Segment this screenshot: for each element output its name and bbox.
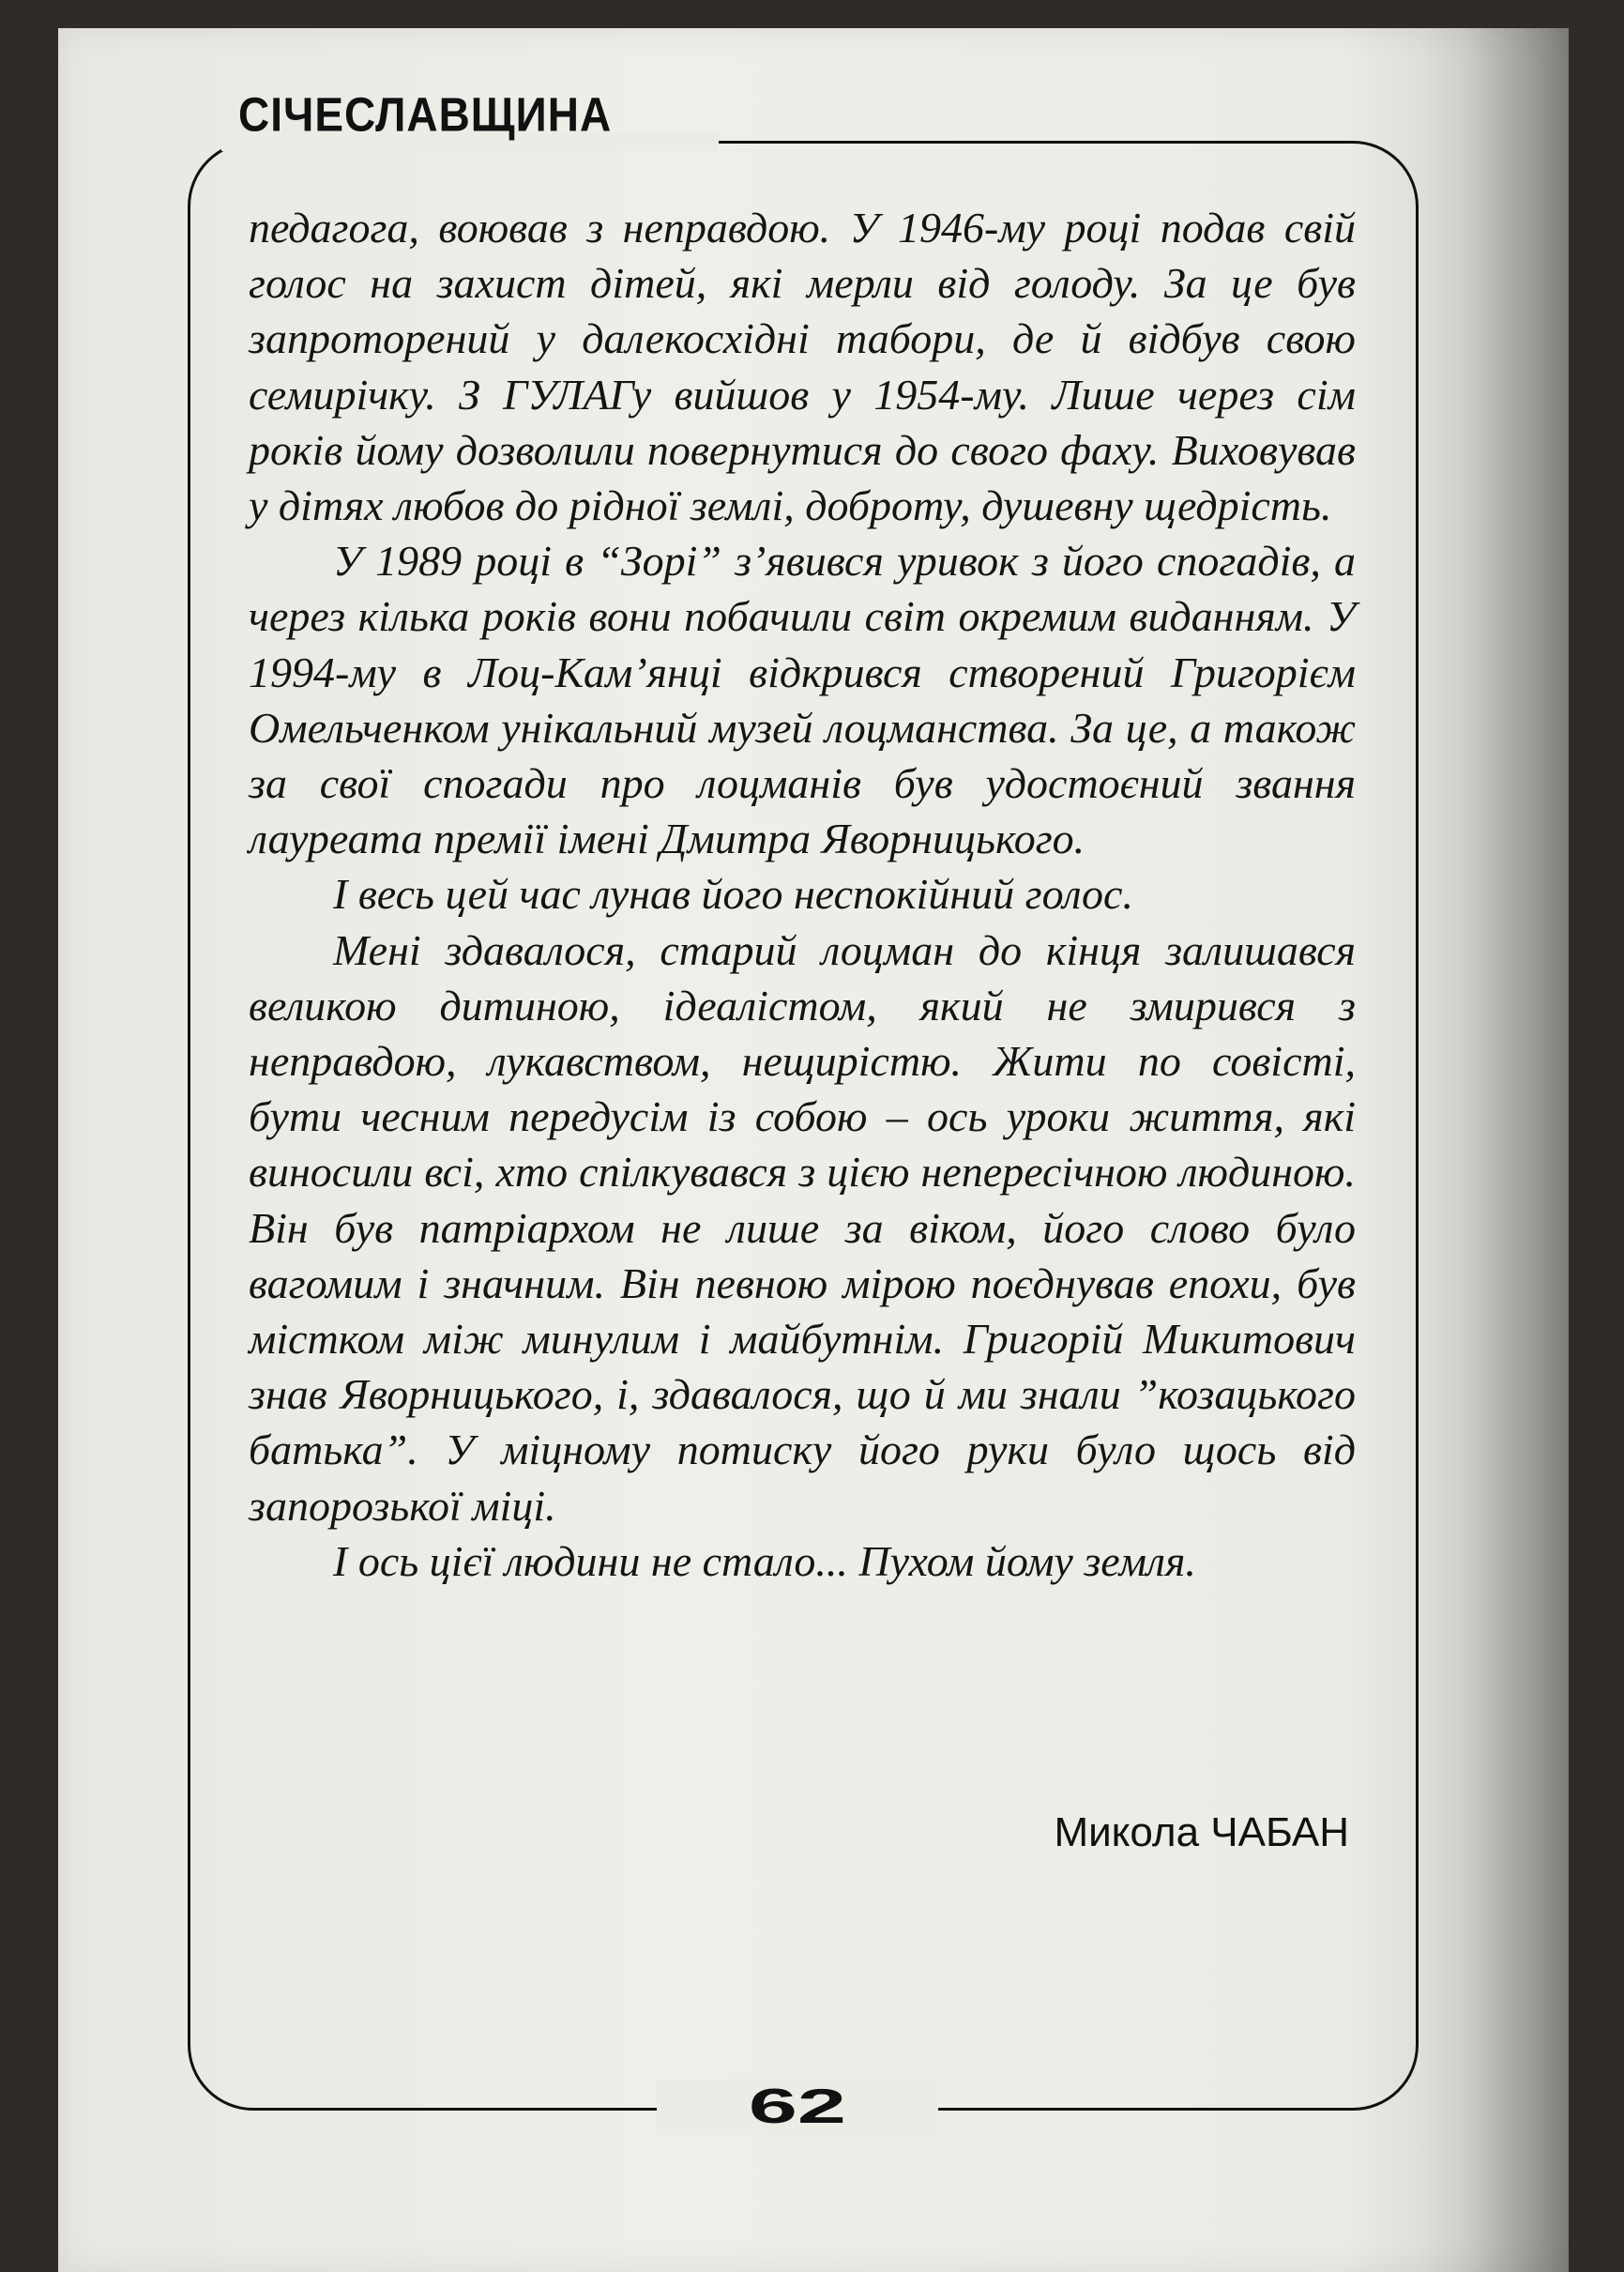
page-binding-shadow (1419, 28, 1569, 2272)
page-number: 62 (748, 2080, 847, 2134)
running-header: СІЧЕСЛАВЩИНА (238, 87, 613, 142)
paragraph-5: І ось цієї людини не стало... Пухом йому земля. (333, 1536, 1196, 1585)
page-number-block (657, 2079, 938, 2135)
article-body (249, 200, 1356, 1589)
paragraph-4: Мені здавалося, старий лоцман до кінця залишався великою дитиною, ідеалістом, який не змирився з неправдою, лукавством, нещирістю. Жити по совісті, бути чесним передусім із собою – ось уроки життя, які виносили всі, хто спілкувався з цією непересічною людиною. Він був патріархом не лише за віком, його слово було вагомим і значним. Він певною мірою поєднував епохи, був містком між минулим і майбутнім. Григорій Микитович знав Яворницького, і, здавалося, що й ми знали ”козацького батька”. У міцному потиску його руки було щось від запорозької міці. (249, 925, 1356, 1530)
paragraph-2: У 1989 році в “Зорі” з’явився уривок з його спогадів, а через кілька років вони побачили світ окремим виданням. У 1994-му в Лоц-Кам’янці відкрився створений Григорієм Омельченком унікальний музей лоцманства. За це, а також за свої спогади про лоцманів був удостоєний звання лауреата премії імені Дмитра Яворницького. (249, 537, 1356, 863)
paragraph-3: І весь цей час лунав його неспокійний голос. (333, 870, 1133, 919)
author-signature: Микола ЧАБАН (1054, 1809, 1349, 1855)
paragraph-1: педагога, воював з неправдою. У 1946-му році подав свій голос на захист дітей, які мерли від голоду. За це був запроторений у далекосхідні табори, де й відбув свою семирічку. З ГУЛАГу вийшов у 1954-му. Лише через сім років йому дозволили повернутися до свого фаху. Виховував у дітях любов до рідної землі, доброту, душевну щедрість. (249, 204, 1356, 530)
